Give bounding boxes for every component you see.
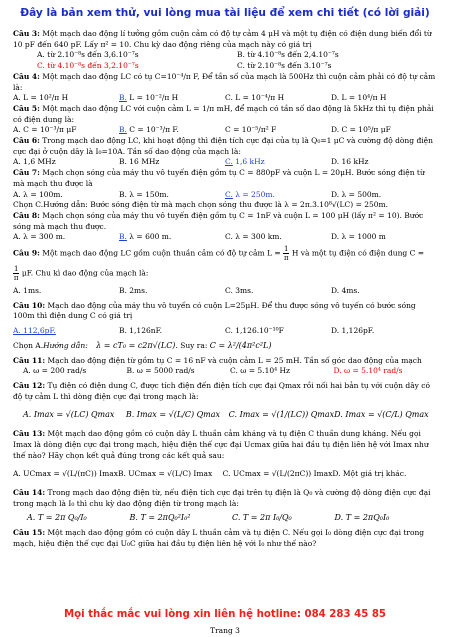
option-d: D. 4ms. xyxy=(331,286,360,296)
option-a: A. từ 2.10⁻⁸s đến 3,6.10⁻⁷s xyxy=(37,50,139,60)
question-5 xyxy=(13,104,437,125)
option-a: A. 1,6 MHz xyxy=(13,157,56,167)
question-number: Câu 12: xyxy=(13,380,46,390)
option-a: A. L = 10²/π H xyxy=(13,93,69,103)
question-number: Câu 6: xyxy=(13,136,40,146)
option-b: B. 2ms. xyxy=(119,286,148,296)
question-number: Câu 14: xyxy=(13,487,46,497)
fraction-c: $\frac{1}{\pi}$ xyxy=(13,265,19,283)
question-8 xyxy=(13,211,437,232)
option-d: D. Một giá trị khác. xyxy=(332,469,407,479)
option-b: B. C = 10⁻³/π F. xyxy=(119,125,179,135)
option-d: D. 16 kHz xyxy=(331,157,369,167)
solution-7: Chọn C.Hướng dẫn: Bước sóng điện từ mà mạch chọn sóng thu được là λ = 2π.3.10⁸√(LC) = 250m. xyxy=(13,200,389,210)
answer-options xyxy=(13,286,437,297)
question-7 xyxy=(13,168,437,189)
option-d-correct: D. ω = 5.10⁴ rad/s xyxy=(333,366,403,376)
question-text: Một mạch dao động gồm có cuộn dây L thuần cảm kháng và tụ điện C thuần dung kháng. Nếu gọi Imax là dòng điện cực đại trong mạch, hiệu điện thế cực đại Ucmax giữa hai đầu tụ điện liên hệ với Imax như thế nào? Hãy chọn kết quả đúng trong các kết quả sau: xyxy=(13,429,429,460)
option-b: B. λ = 600 m. xyxy=(119,232,172,242)
question-text: Một mạch dao động lí tưởng gồm cuộn cảm có độ tự cảm 4 μH và một tụ điện có điện dung biến đổi từ 10 pF đến 640 pF. Lấy π² = 10. Chu kỳ dao động riêng của mạch này có giá trị xyxy=(13,29,432,49)
option-a: A. λ = 300 m. xyxy=(13,232,66,242)
answer-options xyxy=(13,157,437,168)
option-a: A. T = 2π Q₀/I₀ xyxy=(27,513,87,523)
option-b: B. λ = 150m. xyxy=(119,189,169,199)
option-a: A. Imax = √(LC) Qmax xyxy=(23,410,115,420)
option-c: C. T = 2π I₀/Q₀ xyxy=(232,513,292,523)
option-b: B. 16 MHz xyxy=(119,157,160,167)
question-text: Mạch chọn sóng của máy thu vô tuyến điện gồm tụ C = 1nF và cuộn L = 100 μH (lấy π² = 10). Bước sóng mà mạch thu được. xyxy=(13,210,424,231)
option-c: C. 1,6 kHz xyxy=(225,157,265,167)
question-number: Câu 11: xyxy=(13,355,46,365)
question-number: Câu 15: xyxy=(13,528,46,538)
option-a: A. 1ms. xyxy=(13,286,42,296)
question-12 xyxy=(13,381,437,402)
answer-options xyxy=(13,50,437,61)
question-number: Câu 8: xyxy=(13,210,40,220)
question-text: Một mạch dao động LC với cuộn cảm L = 1/π mH, để mạch có tần số dao động là 5kHz thì tụ điện phải có điện dung là: xyxy=(13,103,434,124)
option-c: C. 1,126.10⁻¹⁰F xyxy=(225,326,284,336)
option-b: B. 1,126nF. xyxy=(119,326,163,336)
question-text: Một mạch dao động LC có tụ C=10⁻⁴/π F, Để tần số của mạch là 500Hz thì cuộn cảm phải có độ tự cảm là: xyxy=(13,71,436,92)
question-11 xyxy=(13,356,437,367)
option-b: B. ω = 5000 rad/s xyxy=(126,366,195,376)
fraction-l: $\frac{1}{\pi}$ xyxy=(283,245,289,263)
correct-letter: C. xyxy=(225,189,233,199)
option-c: C. λ = 300 km. xyxy=(225,232,282,242)
question-text: Một mạch dao động LC gồm cuộn thuần cảm có độ tự cảm L = xyxy=(42,248,281,258)
answer-options xyxy=(13,513,437,524)
option-d: D. Imax = √(C/L) Qmax xyxy=(334,410,429,420)
option-b: B. từ 4.10⁻⁸s đến 2,4.10⁻⁷s xyxy=(237,50,339,60)
answer-options xyxy=(13,61,437,72)
question-number: Câu 13: xyxy=(13,429,46,439)
question-number: Câu 3: xyxy=(13,29,40,38)
correct-letter: B. xyxy=(119,125,127,135)
option-c: C. UCmax = √(L/(2πC)) Imax xyxy=(222,469,333,479)
option-d: D. λ = 1000 m xyxy=(331,232,386,242)
answer-options xyxy=(13,469,437,480)
option-a: A. C = 10⁻³/π μF xyxy=(13,125,77,135)
question-number: Câu 5: xyxy=(13,103,40,113)
option-d: D. λ = 500m. xyxy=(331,189,382,199)
question-text: Mạch dao động của máy thu vô tuyến có cuộn L=25μH. Để thu được sóng vô tuyến có bước sóng 100m thì điện dung C có giá trị xyxy=(13,300,416,321)
question-14 xyxy=(13,488,437,509)
question-text: Trong mạch dao động LC, khi hoạt động thì điện tích cực đại của tụ là Q₀=1 μC và cường độ dòng điện cực đại ở cuộn dây là I₀=10A. Tần số dao động của mạch là: xyxy=(13,136,433,156)
answer-options xyxy=(13,125,437,136)
question-4 xyxy=(13,72,437,93)
question-number: Câu 4: xyxy=(13,71,40,81)
correct-letter: B. xyxy=(119,93,127,103)
option-c: C. 3ms. xyxy=(225,286,254,296)
option-d: D. L = 10⁴/π H xyxy=(331,93,387,103)
option-d: D. T = 2πQ₀I₀ xyxy=(334,513,390,523)
option-a: A. ω = 200 rad/s xyxy=(23,366,87,376)
option-b: B. Imax = √(L/C) Qmax xyxy=(125,410,221,420)
option-a-correct: A. 112,6pF. xyxy=(13,326,56,336)
option-c-correct: C. từ 4.10⁻⁸s đến 3,2.10⁻⁷s xyxy=(37,61,139,71)
answer-options xyxy=(13,410,437,421)
correct-letter: B. xyxy=(119,232,127,242)
option-d: D. C = 10⁵/π μF xyxy=(331,125,391,135)
option-d: C. từ 2.10⁻⁸s đến 3.10⁻⁷s xyxy=(237,61,332,71)
correct-letter: C. xyxy=(225,157,233,167)
question-number: Câu 10: xyxy=(13,300,46,310)
wavelength-formula: λ = cT₀ = c2π√(LC) xyxy=(96,340,176,350)
hotline-footer: Mọi thắc mắc vui lòng xin liên hệ hotline: 084 283 45 85 xyxy=(63,609,387,620)
option-c: C. ω = 5.10⁴ Hz xyxy=(230,366,290,376)
question-list xyxy=(13,29,437,549)
question-13 xyxy=(13,429,437,461)
option-c: C. λ = 250m. xyxy=(225,189,275,199)
question-text: Tụ điện có điện dung C, được tích điện đến điện tích cực đại Qmax rồi nối hai bản tụ với cuộn dây có độ tự cảm L thì dòng điện cực đại trong mạch là: xyxy=(13,380,431,401)
answer-options xyxy=(13,190,437,201)
question-number: Câu 9: xyxy=(13,248,40,258)
option-c: C = 10⁻⁵/π² F xyxy=(225,125,277,135)
question-number: Câu 7: xyxy=(13,168,40,178)
option-c: C. Imax = √(1/(LC)) Qmax xyxy=(228,410,335,420)
option-b: B. UCmax = √(L/C) Imax xyxy=(117,469,213,479)
option-b: B. L = 10⁻²/π H xyxy=(119,93,179,103)
question-9-cont: $\frac{1}{\pi}$ μF. Chu kì dao động của mạch là: xyxy=(13,265,149,283)
preview-banner: Đây là bản xem thử, vui lòng mua tài liệu để xem chi tiết (có lời giải) xyxy=(20,7,430,19)
answer-options xyxy=(13,326,437,337)
answer-options xyxy=(13,232,437,243)
solution-10: Chọn A.Hướng dẫn: λ = cT₀ = c2π√(LC). Suy ra: C = λ²/(4π²c²L) xyxy=(13,340,272,350)
question-text: Mạch chọn sóng của máy thu vô tuyến điện gồm tụ C = 880pF và cuộn L = 20μH. Bước sóng điện từ mà mạch thu được là xyxy=(13,168,425,188)
option-a: A. λ = 100m. xyxy=(13,189,63,199)
option-a: A. UCmax = √(L/(πC)) Imax xyxy=(13,469,118,479)
capacitance-formula: C = λ²/(4π²c²L) xyxy=(209,340,272,350)
answer-options xyxy=(13,366,437,377)
question-10 xyxy=(13,301,437,322)
question-15 xyxy=(13,528,437,549)
option-d: D. 1,126pF. xyxy=(331,326,375,336)
question-9: Câu 9: Một mạch dao động LC gồm cuộn thuần cảm có độ tự cảm L = $\frac{1}{\pi}$ H và một tụ điện có điện dung C = xyxy=(13,245,425,263)
question-text: Mạch dao động điện từ gồm tụ C = 16 nF và cuộn cảm L = 25 mH. Tần số góc dao động của mạch xyxy=(47,355,422,365)
question-6 xyxy=(13,136,437,157)
option-c: C. L = 10⁻⁴/π H xyxy=(225,93,285,103)
answer-options xyxy=(13,93,437,104)
question-text: Một mạch dao động gồm có cuộn dây L thuần cảm và tụ điện C. Nếu gọi I₀ dòng điện cực đại trong mạch, hiệu điện thế cực đại U₀C giữa hai đầu tụ điện liên hệ với I₀ như thế nào? xyxy=(13,528,425,548)
page-number: Trang 3 xyxy=(210,626,240,635)
option-b: B. T = 2πQ₀²I₀² xyxy=(129,513,191,523)
question-text: Trong mạch dao động điện từ, nếu điện tích cực đại trên tụ điện là Q₀ và cường độ dòng điện cực đại trong mạch là I₀ thì chu kỳ dao động điện từ trong mạch là: xyxy=(13,487,431,508)
question-3 xyxy=(13,29,437,50)
